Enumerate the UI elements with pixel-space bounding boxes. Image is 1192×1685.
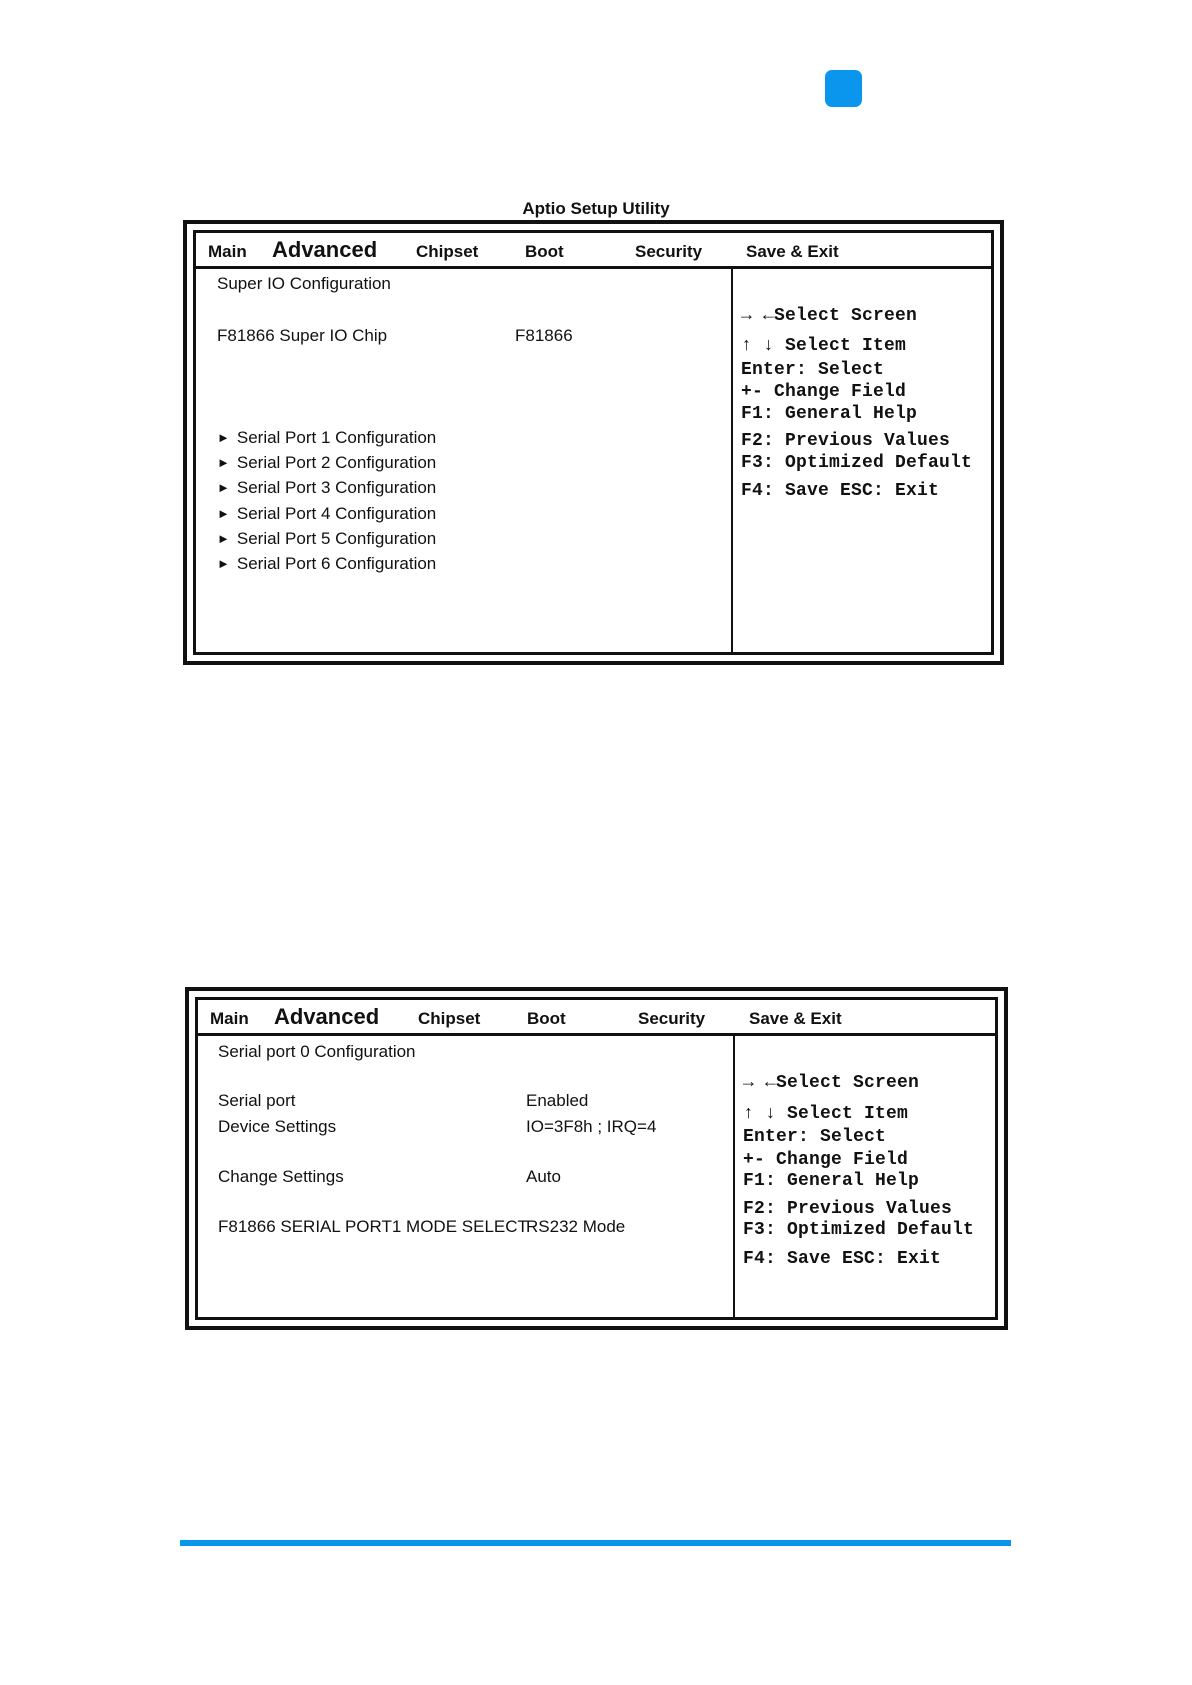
submenu-label: Serial Port 5 Configuration [236, 529, 437, 548]
submenu-serial-port-3[interactable] [217, 478, 436, 498]
tab-security[interactable]: Security [638, 1009, 706, 1028]
tab-save-exit[interactable]: Save & Exit [746, 242, 839, 261]
help-enter: Enter: Select [741, 360, 885, 380]
section-title: Super IO Configuration [217, 274, 391, 293]
submenu-arrow-icon: ► [217, 506, 230, 521]
help-select-item: ↑ ↓ Select Item [743, 1104, 909, 1124]
setting-serial-port-label: Serial port [218, 1091, 296, 1110]
help-change-field: +- Change Field [741, 382, 907, 402]
submenu-label: Serial Port 6 Configuration [236, 554, 437, 573]
help-f1: F1: General Help [741, 404, 918, 424]
submenu-serial-port-6[interactable] [217, 554, 436, 574]
tab-boot[interactable]: Boot [525, 242, 564, 261]
setting-mode-select-label: F81866 SERIAL PORT1 MODE SELECT [218, 1217, 528, 1236]
submenu-arrow-icon: ► [217, 455, 230, 470]
help-change-field: +- Change Field [743, 1150, 909, 1170]
help-enter: Enter: Select [743, 1127, 887, 1147]
submenu-arrow-icon: ► [217, 556, 230, 571]
submenu-label: Serial Port 3 Configuration [236, 478, 437, 497]
chapter-badge [825, 70, 862, 107]
help-f3: F3: Optimized Default [741, 453, 973, 473]
panel-divider [733, 1036, 735, 1317]
submenu-arrow-icon: ► [217, 430, 230, 445]
setting-mode-select-value[interactable]: RS232 Mode [526, 1217, 626, 1236]
tab-boot[interactable]: Boot [527, 1009, 566, 1028]
help-f3: F3: Optimized Default [743, 1220, 975, 1240]
tab-chipset[interactable]: Chipset [416, 242, 479, 261]
bios-screen-super-io [183, 220, 1004, 665]
tab-advanced[interactable]: Advanced [274, 1004, 380, 1029]
chip-label: F81866 Super IO Chip [217, 326, 388, 345]
chip-value: F81866 [515, 326, 573, 345]
tab-main[interactable]: Main [208, 242, 247, 261]
submenu-serial-port-5[interactable] [217, 529, 436, 549]
setting-device-settings-label: Device Settings [218, 1117, 337, 1136]
setting-device-settings-value: IO=3F8h ; IRQ=4 [526, 1117, 657, 1136]
help-select-item: ↑ ↓ Select Item [741, 336, 907, 356]
panel-divider [731, 269, 733, 652]
tab-save-exit[interactable]: Save & Exit [749, 1009, 842, 1028]
setting-serial-port-value[interactable]: Enabled [526, 1091, 589, 1110]
tab-chipset[interactable]: Chipset [418, 1009, 481, 1028]
submenu-serial-port-2[interactable] [217, 453, 436, 473]
help-select-screen: → ←Select Screen [741, 306, 918, 326]
help-f2: F2: Previous Values [741, 431, 951, 451]
help-f2: F2: Previous Values [743, 1199, 953, 1219]
help-select-screen: → ←Select Screen [743, 1073, 920, 1093]
submenu-label: Serial Port 4 Configuration [236, 504, 437, 523]
bios-inner-frame [193, 230, 994, 655]
menu-bar [196, 233, 991, 269]
submenu-serial-port-4[interactable] [217, 504, 436, 524]
bios-screen-serial-port-0 [185, 987, 1008, 1330]
setting-change-settings-label: Change Settings [218, 1167, 344, 1186]
tab-security[interactable]: Security [635, 242, 703, 261]
tab-advanced[interactable]: Advanced [272, 237, 378, 262]
footer-rule [180, 1540, 1011, 1546]
menu-bar [198, 1000, 995, 1036]
section-title: Serial port 0 Configuration [218, 1042, 416, 1061]
help-f4: F4: Save ESC: Exit [743, 1249, 942, 1269]
submenu-arrow-icon: ► [217, 531, 230, 546]
bios-inner-frame [195, 997, 998, 1320]
setting-change-settings-value[interactable]: Auto [526, 1167, 561, 1186]
tab-main[interactable]: Main [210, 1009, 249, 1028]
help-f4: F4: Save ESC: Exit [741, 481, 940, 501]
submenu-arrow-icon: ► [217, 480, 230, 495]
submenu-serial-port-1[interactable] [217, 428, 436, 448]
submenu-label: Serial Port 1 Configuration [236, 428, 437, 447]
help-f1: F1: General Help [743, 1171, 920, 1191]
submenu-label: Serial Port 2 Configuration [236, 453, 437, 472]
utility-title: Aptio Setup Utility [522, 199, 670, 218]
